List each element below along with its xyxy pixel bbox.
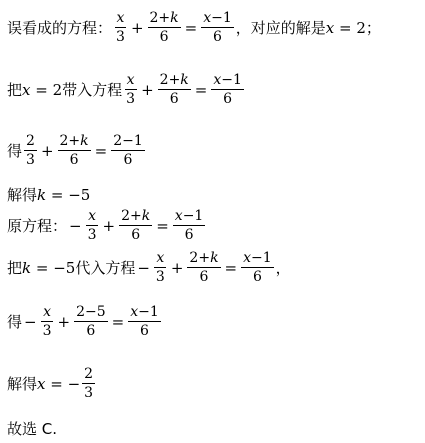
fraction: $\frac{x}{3}$ <box>155 250 165 286</box>
fraction: $\frac{2}{3}$ <box>26 133 35 169</box>
text-mid: 代入方程 <box>75 259 136 278</box>
line-8 <box>7 366 97 401</box>
math-inline: x = 2 <box>325 18 366 37</box>
math-inline: k = −5 <box>22 258 76 277</box>
text-prefix: 得 <box>7 142 23 161</box>
fraction: $\frac{2-1}{6}$ <box>113 133 143 169</box>
fraction: $\frac{x-1}{6}$ <box>130 304 159 340</box>
text-prefix: 把 <box>7 81 23 100</box>
fraction: $\frac{x-1}{6}$ <box>203 10 232 46</box>
math-inline: x = 2 <box>22 80 63 99</box>
text-prefix: 误看成的方程： <box>7 19 113 38</box>
line-9 <box>7 418 57 439</box>
fraction: $\frac{2+k}{6}$ <box>59 133 89 169</box>
math-inline: x = − <box>37 374 81 393</box>
text-prefix: 把 <box>7 259 23 278</box>
fraction: $\frac{x}{3}$ <box>126 72 136 108</box>
fraction: $\frac{x}{3}$ <box>42 304 52 340</box>
fraction: $\frac{2}{3}$ <box>84 366 94 402</box>
line-7: 得 − $\frac{x}{3}$ + $\frac{2-5}{6}$ = $\frac{x-1}{6}$ <box>7 304 159 340</box>
line-2: 把 x = 2 带入方程 $\frac{x}{3}$ + $\frac{2+k}{6}$ = $\frac{x-1}{6}$ <box>7 72 242 108</box>
text-tail: ； <box>365 19 381 38</box>
fraction: $\frac{2+k}{6}$ <box>149 10 179 46</box>
fraction: $\frac{2+k}{6}$ <box>189 250 219 286</box>
line-1: 误看成的方程： $\frac{x}{3}$ + $\frac{2+k}{6}$ = $\frac{x-1}{6}$ ，对应的解是 x = 2 ； <box>7 10 381 46</box>
fraction: $\frac{x-1}{6}$ <box>213 72 242 108</box>
text-prefix: 原方程： <box>7 217 68 236</box>
conclusion-text: 故选 C. <box>7 420 58 438</box>
math-inline: k = −5 <box>37 185 91 204</box>
text-mid: ，对应的解是 <box>235 19 326 38</box>
line-5: 原方程： − $\frac{x}{3}$ + $\frac{2+k}{6}$ = $\frac{x-1}{6}$ <box>7 208 204 244</box>
fraction: $\frac{x-1}{6}$ <box>243 250 272 286</box>
line-3: 得 $\frac{2}{3}$ + $\frac{2+k}{6}$ = $\frac{2-1}{6}$ <box>7 133 143 169</box>
text-tail: ， <box>275 259 291 278</box>
fraction: $\frac{2+k}{6}$ <box>121 208 151 244</box>
fraction: $\frac{x-1}{6}$ <box>174 208 204 244</box>
line-6: 把 k = −5 代入方程 − $\frac{x}{3}$ + $\frac{2+k}{6}$ = $\frac{x-1}{6}$ ， <box>7 250 291 286</box>
text-prefix: 解得 <box>7 375 38 394</box>
fraction: $\frac{x}{3}$ <box>87 208 97 244</box>
text-mid: 带入方程 <box>62 81 123 100</box>
fraction: $\frac{2+k}{6}$ <box>159 72 189 108</box>
fraction: $\frac{2-5}{6}$ <box>76 304 106 340</box>
fraction: $\frac{x}{3}$ <box>116 10 125 46</box>
text-prefix: 解得 <box>7 186 38 204</box>
line-4 <box>7 184 90 205</box>
text-prefix: 得 <box>7 313 23 332</box>
